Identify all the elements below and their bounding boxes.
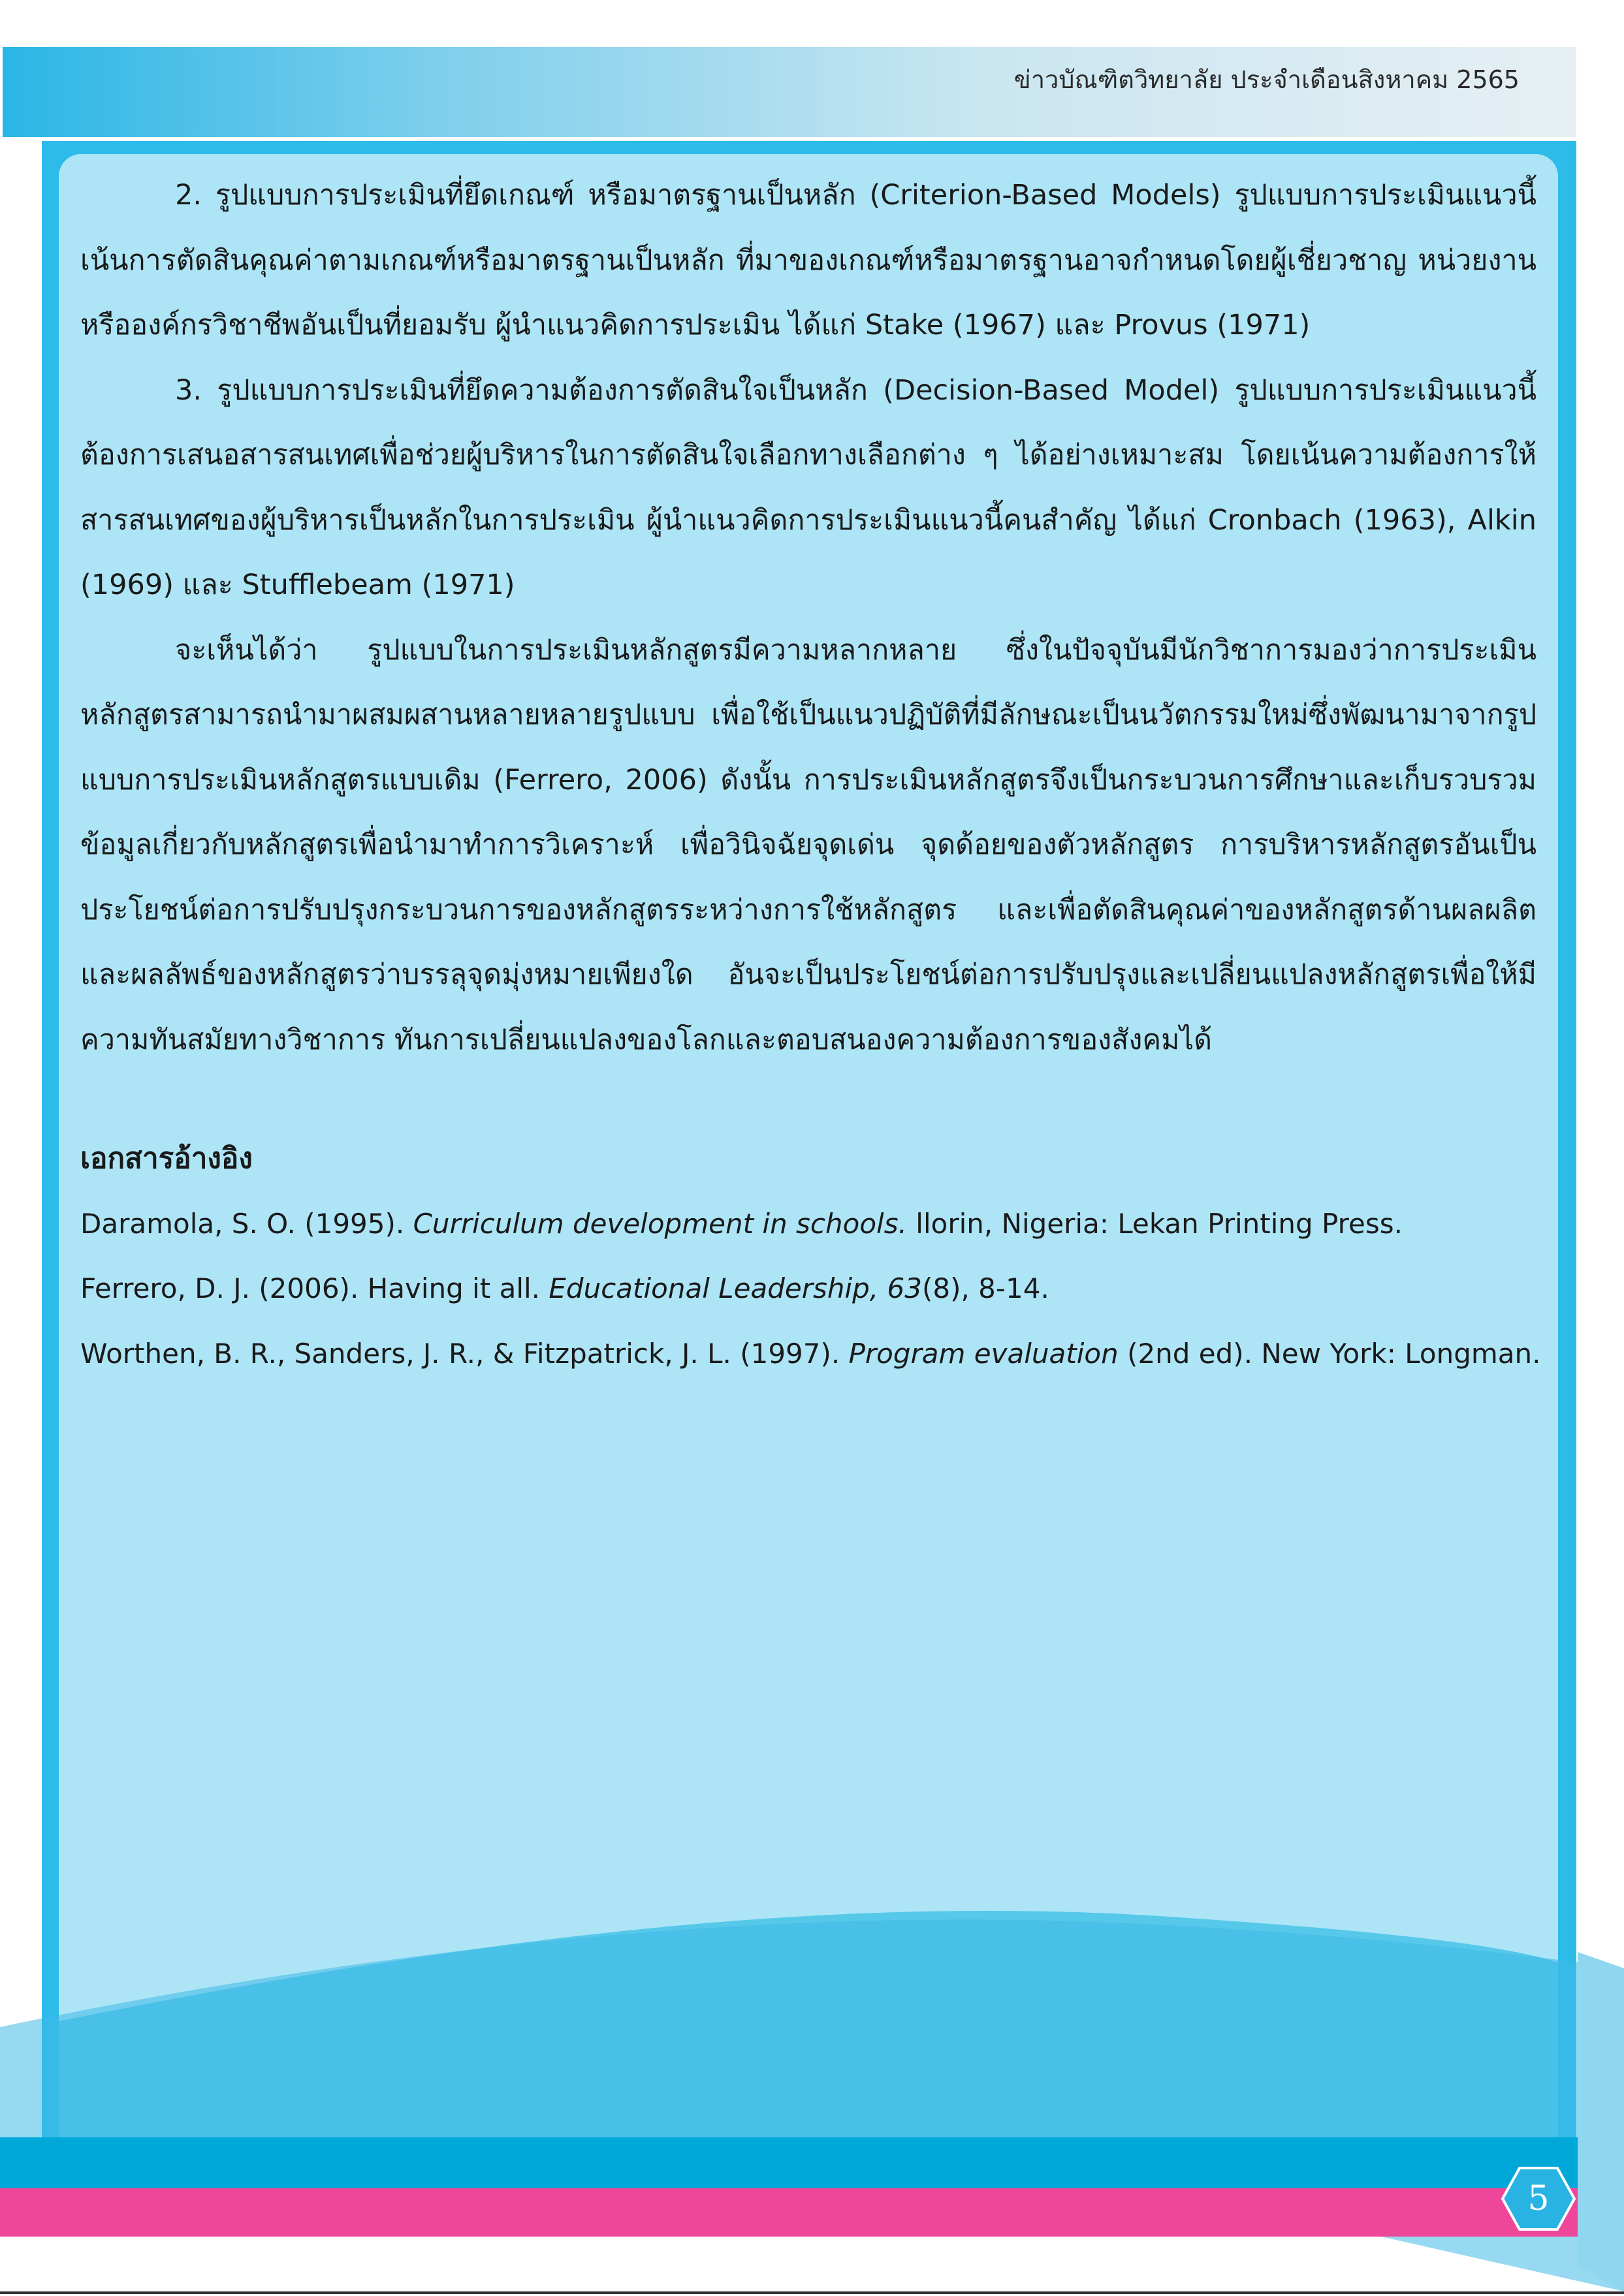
section-spacer	[80, 1073, 1536, 1126]
reference-item: Worthen, B. R., Sanders, J. R., & Fitzpatrick, J. L. (1997). Program evaluation (2nd ed). New York: Longman.	[80, 1337, 1541, 1370]
paragraph-decision-based: 3. รูปแบบการประเมินที่ยึดความต้องการตัดสินใจเป็นหลัก (Decision-Based Model) รูปแบบการประเมินแนวนี้ต้องการเสนอสารสนเทศเพื่อช่วยผู้บริหารในการตัดสินใจเลือกทางเลือกต่าง ๆ ได้อย่างเหมาะสม โดยเน้นความต้องการให้สารสนเทศของผู้บริหารเป็นหลักในการประเมิน ผู้นำแนวคิดการประเมินแนวนี้คนสำคัญ ได้แก่ Cronbach (1963), Alkin (1969) และ Stufflebeam (1971)	[80, 373, 1536, 601]
footer-bar-blue	[0, 2137, 1578, 2188]
footer-bar-pink	[0, 2188, 1578, 2237]
references-heading: เอกสารอ้างอิง	[80, 1142, 253, 1175]
newsletter-title: ข่าวบัณฑิตวิทยาลัย ประจำเดือนสิงหาคม 2565	[1013, 65, 1520, 94]
paragraph-criterion-based: 2. รูปแบบการประเมินที่ยึดเกณฑ์ หรือมาตรฐานเป็นหลัก (Criterion-Based Models) รูปแบบการประเมินแนวนี้เน้นการตัดสินคุณค่าตามเกณฑ์หรือมาตรฐานเป็นหลัก ที่มาของเกณฑ์หรือมาตรฐานอาจกำหนดโดยผู้เชี่ยวชาญ หน่วยงานหรือองค์กรวิชาชีพอันเป็นที่ยอมรับ ผู้นำแนวคิดการประเมิน ได้แก่ Stake (1967) และ Provus (1971)	[80, 179, 1536, 341]
paragraph-summary: จะเห็นได้ว่า รูปแบบในการประเมินหลักสูตรมีความหลากหลาย ซึ่งในปัจจุบันมีนักวิชาการมองว่าการประเมินหลักสูตรสามารถนำมาผสมผสานหลายหลายรูปแบบ เพื่อใช้เป็นแนวปฏิบัติที่มีลักษณะเป็นนวัตกรรมใหม่ซึ่งพัฒนามาจากรูปแบบการประเมินหลักสูตรแบบเดิม (Ferrero, 2006) ดังนั้น การประเมินหลักสูตรจึงเป็นกระบวนการศึกษาและเก็บรวบรวมข้อมูลเกี่ยวกับหลักสูตรเพื่อนำมาทำการวิเคราะห์ เพื่อวินิจฉัยจุดเด่น จุดด้อยของตัวหลักสูตร การบริหารหลักสูตรอันเป็นประโยชน์ต่อการปรับปรุงกระบวนการของหลักสูตรระหว่างการใช้หลักสูตร และเพื่อตัดสินคุณค่าของหลักสูตรด้านผลผลิตและผลลัพธ์ของหลักสูตรว่าบรรลุจุดมุ่งหมายเพียงใด อันจะเป็นประโยชน์ต่อการปรับปรุงและเปลี่ยนแปลงหลักสูตรเพื่อให้มีความทันสมัยทางวิชาการ ทันการเปลี่ยนแปลงของโลกและตอบสนองความต้องการของสังคมได้	[80, 633, 1536, 1056]
bottom-rule	[0, 2291, 1624, 2294]
article-body	[80, 163, 1541, 1386]
reference-item: Daramola, S. O. (1995). Curriculum development in schools. llorin, Nigeria: Lekan Printing Press.	[80, 1207, 1403, 1240]
reference-item: Ferrero, D. J. (2006). Having it all. Educational Leadership, 63(8), 8-14.	[80, 1272, 1049, 1304]
page-number: 5	[1527, 2179, 1550, 2218]
